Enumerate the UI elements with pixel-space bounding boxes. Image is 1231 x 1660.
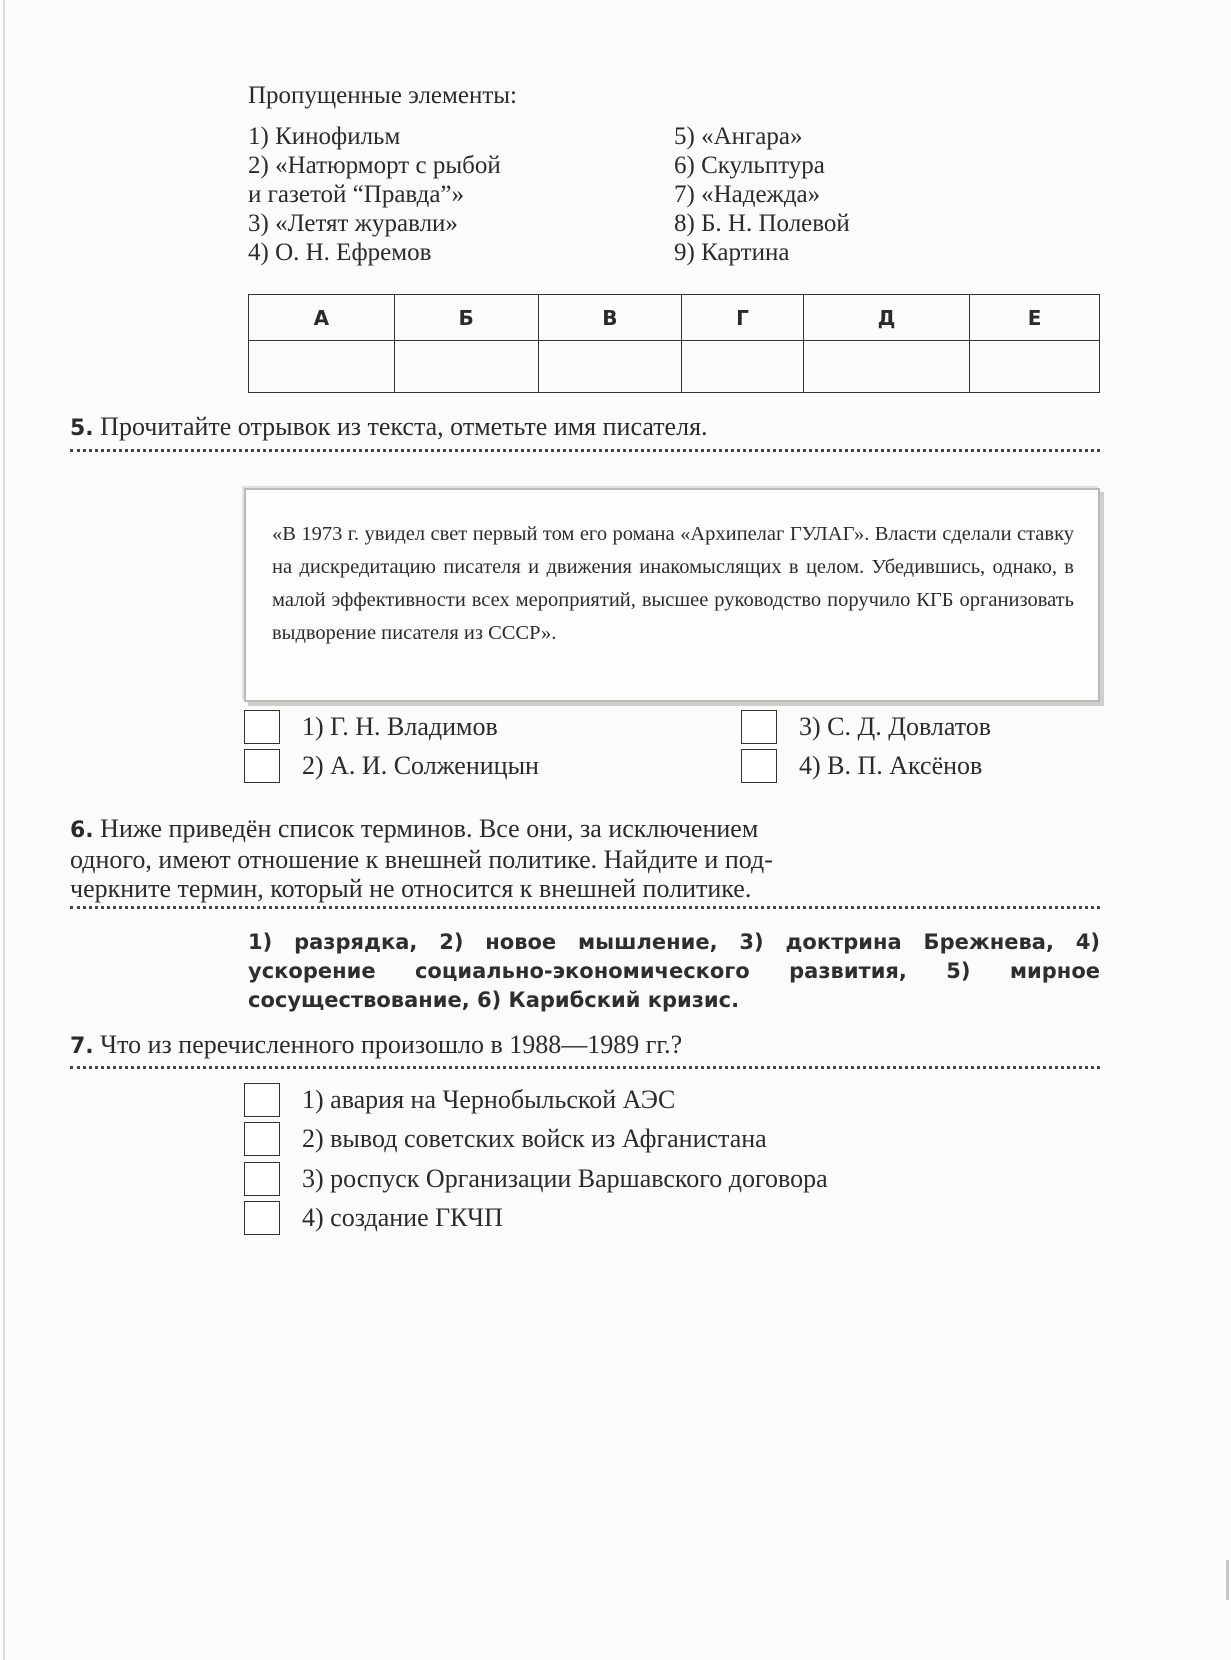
answer-cell-a[interactable]: [249, 341, 395, 393]
missing-item: 6) Скульптура: [674, 152, 825, 179]
answer-cell-g[interactable]: [682, 341, 804, 393]
answer-header-b: Б: [394, 295, 538, 341]
answer-cell-b[interactable]: [394, 341, 538, 393]
checkbox[interactable]: [741, 749, 777, 783]
q5-option-2: [244, 749, 539, 783]
question-text-line: одного, имеют отношение к внешней политике. Найдите и под-: [70, 845, 773, 874]
q7-option-3: [244, 1162, 828, 1196]
missing-item: 7) «Надежда»: [674, 181, 821, 208]
question-6-title: [70, 814, 773, 903]
missing-item: 5) «Ангара»: [674, 123, 803, 150]
missing-item: и газетой “Правда”»: [248, 181, 465, 208]
missing-item: 8) Б. Н. Полевой: [674, 210, 850, 237]
checkbox[interactable]: [244, 1201, 280, 1235]
answer-header-e: Е: [970, 295, 1100, 341]
q7-option-1: [244, 1083, 675, 1117]
q5-option-1: [244, 710, 498, 744]
answer-table-input-row: [249, 341, 1100, 393]
q5-option-4: [741, 749, 982, 783]
q5-option-3: [741, 710, 991, 744]
question-number: 6.: [70, 818, 94, 843]
checkbox[interactable]: [244, 749, 280, 783]
dotted-divider: [70, 906, 1100, 909]
option-label: 3) С. Д. Довлатов: [799, 712, 992, 741]
missing-elements-left-column: [248, 122, 501, 267]
option-label: 1) Г. Н. Владимов: [302, 712, 498, 741]
scan-edge-line: [3, 0, 5, 1660]
checkbox[interactable]: [244, 710, 280, 744]
option-label: 4) создание ГКЧП: [302, 1203, 503, 1232]
question-number: 7.: [70, 1034, 94, 1059]
checkbox[interactable]: [244, 1162, 280, 1196]
answer-header-a: А: [249, 295, 395, 341]
dotted-divider: [70, 449, 1100, 452]
question-7-title: [70, 1030, 682, 1061]
missing-item: 2) «Натюрморт с рыбой: [248, 152, 501, 179]
missing-elements-right-column: [674, 122, 850, 267]
dotted-divider: [70, 1066, 1100, 1069]
missing-item: 3) «Летят журавли»: [248, 210, 458, 237]
question-text: Прочитайте отрывок из текста, отметьте имя писателя.: [93, 412, 708, 441]
option-label: 2) А. И. Солженицын: [302, 751, 539, 780]
quote-text: «В 1973 г. увидел свет первый том его романа «Архипелаг ГУЛАГ». Власти сделали ставку на дискредитацию писателя и движения инакомыслящих в целом. Убедившись, однако, в малой эффективности всех мероприятий, высшее руководство поручило КГБ организовать выдворение писателя из СССР».: [272, 523, 1074, 644]
checkbox[interactable]: [244, 1083, 280, 1117]
option-label: 3) роспуск Организации Варшавского договора: [302, 1164, 828, 1193]
answer-header-g: Г: [682, 295, 804, 341]
missing-elements-title: Пропущенные элементы:: [248, 82, 517, 109]
terms-list[interactable]: 1) разрядка, 2) новое мышление, 3) доктрина Брежнева, 4) ускорение социально-экономического развития, 5) мирное сосуществование, 6) Карибский кризис.: [248, 930, 1100, 1012]
option-label: 2) вывод советских войск из Афганистана: [302, 1124, 767, 1153]
quote-box: [244, 488, 1100, 702]
scan-mark: [1226, 1560, 1229, 1600]
question-5-title: [70, 412, 708, 443]
question-number: 5.: [70, 416, 94, 441]
checkbox[interactable]: [741, 710, 777, 744]
missing-item: 9) Картина: [674, 239, 790, 266]
checkbox[interactable]: [244, 1122, 280, 1156]
question-text: Что из перечисленного произошло в 1988—1989 гг.?: [93, 1030, 683, 1059]
answer-cell-v[interactable]: [538, 341, 682, 393]
answer-cell-e[interactable]: [970, 341, 1100, 393]
q7-option-2: [244, 1122, 767, 1156]
answer-header-v: В: [538, 295, 682, 341]
missing-item: 1) Кинофильм: [248, 123, 401, 150]
question-text-line: черкните термин, который не относится к внешней политике.: [70, 874, 752, 903]
option-label: 4) В. П. Аксёнов: [799, 751, 983, 780]
answer-header-d: Д: [803, 295, 969, 341]
answer-table-header-row: [249, 295, 1100, 341]
question-text-line: Ниже приведён список терминов. Все они, за исключением: [93, 814, 759, 843]
q7-option-4: [244, 1201, 503, 1235]
answer-cell-d[interactable]: [803, 341, 969, 393]
missing-item: 4) О. Н. Ефремов: [248, 239, 432, 266]
answer-table: [248, 294, 1100, 393]
option-label: 1) авария на Чернобыльской АЭС: [302, 1085, 676, 1114]
